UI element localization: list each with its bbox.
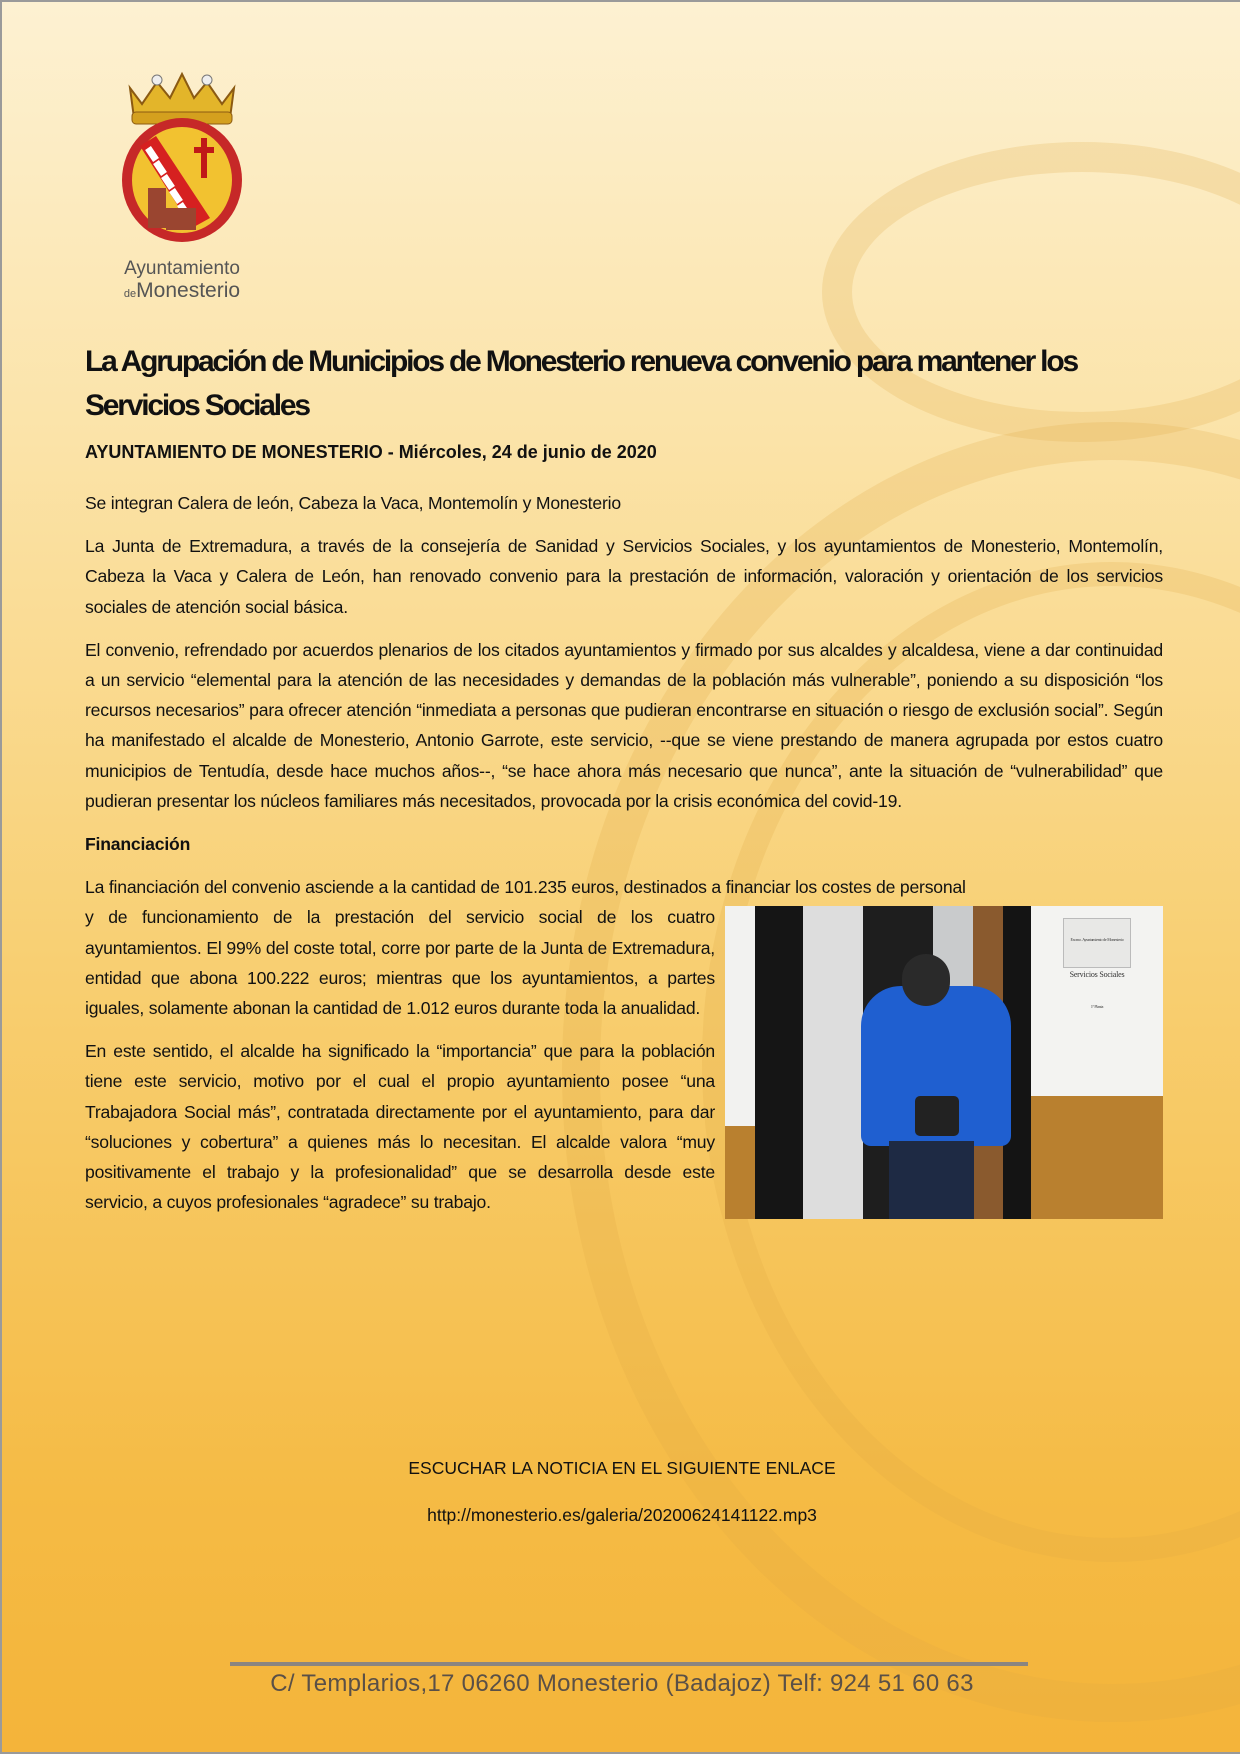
audio-link[interactable]: http://monesterio.es/galeria/20200624141122.mp3 [427,1505,817,1525]
footer-divider [230,1662,1028,1666]
article-title: La Agrupación de Municipios de Monesterio renueva convenio para mantener los Servicios Sociales [85,345,1077,422]
article-photo [725,906,1163,1219]
subtitle-paragraph: Se integran Calera de león, Cabeza la Vaca, Montemolín y Monesterio [85,493,621,513]
coat-of-arms-icon [112,68,252,248]
article-body [85,488,1163,1230]
logo-line-2: deMonesterio [123,279,241,302]
municipal-crest-logo [112,68,252,300]
financing-paragraph: y de funcionamiento de la prestación del servicio social de los cuatro ayuntamientos. El 99% del coste total, corre por parte de la Junta de Extremadura, entidad que abona 100.222 euros; mientras que los ayuntamientos, a partes iguales, solamente abonan la cantidad de 1.012 euros durante toda la anualidad. [85,907,715,1019]
listen-label: ESCUCHAR LA NOTICIA EN EL SIGUIENTE ENLACE [408,1458,836,1478]
sign-plaque: Excmo. Ayuntamiento de Monesterio Servicios Sociales 1ª Planta [1063,918,1131,968]
footer-address: C/ Templarios,17 06260 Monesterio (Badajoz) Telf: 924 51 60 63 [270,1670,974,1697]
closing-paragraph: En este sentido, el alcalde ha significado la “importancia” que para la población tiene este servicio, motivo por el cual el propio ayuntamiento posee “una Trabajadora Social más”, contratada directamente por el ayuntamiento, para dar “soluciones y cobertura” a quienes más lo necesitan. El alcalde valora “muy positivamente el trabajo y la profesionalidad” que se desarrolla desde este servicio, a cuyos profesionales “agradece” su trabajo. [85,1041,715,1213]
financing-intro: La financiación del convenio asciende a la cantidad de 101.235 euros, destinados a financiar los costes de personal [85,877,966,898]
section-heading: Financiación [85,834,191,855]
body-paragraph: La Junta de Extremadura, a través de la consejería de Sanidad y Servicios Sociales, y los ayuntamientos de Monesterio, Montemolín, Cabeza la Vaca y Calera de León, han renovado convenio para la prestación de información, valoración y orientación de los servicios sociales de atención social básica. [85,536,1163,617]
body-paragraph: El convenio, refrendado por acuerdos plenarios de los citados ayuntamientos y firmado por sus alcaldes y alcaldesa, viene a dar continuidad a un servicio “elemental para la atención de las necesidades y demandas de la población más vulnerable”, poniendo a su disposición “los recursos necesarios” para ofrecer atención “inmediata a personas que pudieran encontrarse en situación o riesgo de exclusión social”. Según ha manifestado el alcalde de Monesterio, Antonio Garrote, este servicio, --que se viene prestando de manera agrupada por estos cuatro municipios de Tentudía, desde hace muchos años--, “se hace ahora más necesario que nunca”, ante la situación de “vulnerabilidad” que pudieran presentar los núcleos familiares más necesitados, provocada por la crisis económica del covid-19. [85,639,1163,811]
logo-line-1: Ayuntamiento [124,258,240,279]
article-byline: AYUNTAMIENTO DE MONESTERIO - Miércoles, 24 de junio de 2020 [85,442,657,462]
